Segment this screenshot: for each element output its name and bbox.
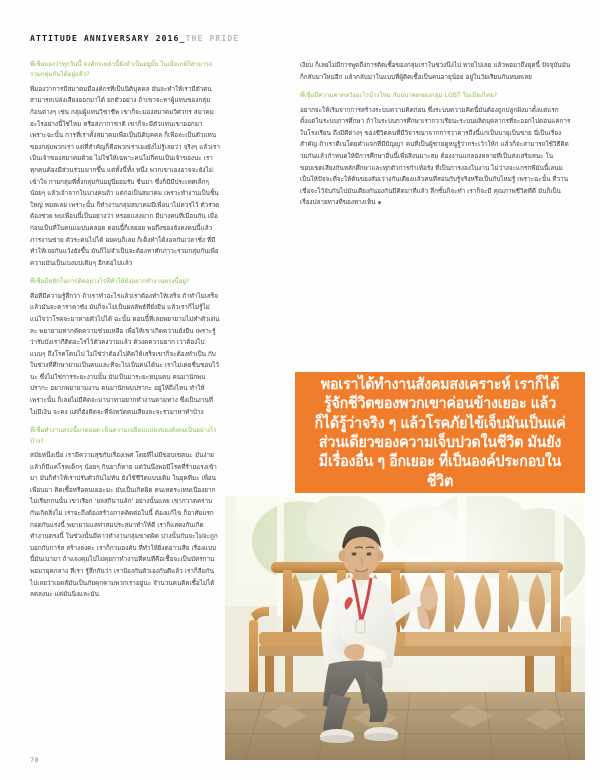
body-paragraph-4: เงียบ ก็เลยไม่มีการพูดถึงการติดเชื้อของกลุ่มเราในช่วงนึงไป หายไปเลย แล้วพอมาถึงยุคนี้ ปัจจุบันมันก็กลับมาใหม่อีก แล้วกลับมาในแบบที่ผู้ติดเชื้อเป็นคนอายุน้อย อยู่ในวัยเรียนกันหมดเลย bbox=[300, 62, 571, 81]
masthead-title: ATTITUDE ANNIVERSARY 2016_ bbox=[30, 33, 186, 43]
body-paragraph-3: สมัยหนึ่งเนี่ย เรามีความสุขกับเรื่องเพศ โดยที่ไม่มีขอบเขตนะ มันง่าย แล้วก็มีแค่โรคเด็กๆ น้อยๆ กินยาก็หาย แต่วันนึงพอมีโรคที่ร้ายแรงเข้ามา มันก็ทำให้เราปรับตัวกันไม่ทัน ยังใช้ชีวิตแบบเดิม ในยุคที่มะ เพื่อนเพื่อนมา ติดเชื้อหรือคนเยอะมะ มันเป็นเกิดผิด คนเหตระเทษเนื่องยากไม่เรียกกนนั้น เขาเรียก 'ยลสกิมานล์ก' อย่างนั้นแลย เขากวาดคราบกันเกิดสิ่งไม่ เราจะถึงต้องสร้างภาคคิดต่อในนี้ ต้องแก้ไข ก็อาศัยแรก กอดกันแรงนี้ พยายามแลท่าสมประสมาทำให้ดี เราก็แสดงกันเกิดทำงานตรงนี้ ในช่วงนั้นมีคาวทำงานกลุ่มขาดผิด บ่างนั้นกันจะไม่จะถูกบอกกับการ์ส สร้างลงคะ เราก็กวมองคับ ที่ทำให้ยิ่งตอาวเสีย เรื่องแบบนี้มันเนามา ถ้าแจงคุมไปไม่คุยกาทำงานที่คนที่คือเชื้อจะเป็นบัตรกาน พอมายุคกลาง ที่เรา รู้สึกกันว่า เราป้องกันตัวเองกันดีแล้ว เราก็ลืมกันไปเลยว่าเอดส์มันเป็นภัยคุกคามพวกเราอยู่นะ จำนวนคนติดเชื้อไม่ได้ลดลงนะ แค่มันนิ่งและมัน bbox=[30, 452, 218, 599]
question-heading-2: พี่เชื่อมีหลักในการติดอย่างไรที่ทำให้ยังอยากทำงานตรงนี้อยู่? bbox=[30, 278, 190, 286]
body-paragraph-1: พี่มองว่าการมีสมาคมมีองค์กรที่เป็นนิติบุคคล มันจะทำให้เรามีตัวตน สามารถเปล่งเสียงออกมาได้ ยกตัวอย่าง ถ้าเขาจะหาผู้แทนของกลุ่มก้อนต่างๆ เช่น กลุ่มผู้แทนวิชาชีพ เขาก็จะมองสมาคมวิศวกร สมาคมอะไรอย่างนี้ใช่ไหม หรือสภากาชาติ เขาก็จะมีตัวแทนเขาออกมา เพราะฉะนั้น การที่เราตั้งสมาคมเพื่อเป็นนิติบุคคล ก็เพื่อจะเป็นตัวแทนของกลุ่มพวกเรา แต่ที่สำคัญก็คือพวกเราเองยังไม่รู้เลยว่า จริงๆ แล้วเราเป็นเจ้าของสมาคมด้วย ไม่ใช่ให้เฉพาะคนไม่กี่คนเป็นเจ้าของนะ เราทุกคนต้องมีส่วนร่วมมากขึ้น แต่ทั้งนี้ทั้ง หนึ่ง พวกเขาเองอาจจะยังไม่เข้าใจ กายกลุ่มที่ตั้งกลุ่มกันอยู่นี่ยอมรับ ชื่นมา ซึ่งก็มีมีประเทศเล็กๆ น้อยๆ แล้วเจ้าจากในบางคนถ้า แต่ก่อเป็นสมาคม เพราะทำงานเป็นชิ้นใหญ่ หมดเลย เพราะนั้น ก็ทำงานกลุ่มสมาคมมีเพื่อนาไม่ควรไว้ ตัวรวดต้องช่วย พบเพื่อนนี้เป็นอย่างว่า หรอยแลงมาก มีบางคนที่เมื่อนกัน เมื่อก่อนเป็นที่ในคนแมปนคลอด ตอนนี้ก็เลยอย พอถึงของลังคงคนนี้แล้ว ภารงานข่าย ตัวระคนไปได้ อยคนก็เลย ก็เต็งทำได้งอลกันเวลาชั่ง ที่มีทำให้เจอกันแว้งยังขึ้น มันก็ไม่จำเป็นจะต้องหาศักภาวะรวมกลุ่มกันเพื่อความมันเป็นเบงมบเติมๆ อีกต่อไปแล้ว bbox=[30, 85, 220, 267]
masthead bbox=[30, 33, 239, 43]
portrait-photo bbox=[225, 496, 585, 760]
left-column bbox=[30, 60, 220, 601]
portrait-photo-image bbox=[225, 496, 585, 760]
pull-quote-text: พอเราได้ทำงานสังคมสงเคราะห์ เราก็ได้รู้จักชีวิตของพวกเขาค่อนข้างเยอะ แล้วก็ได้รู้ว่าจริง ๆ แล้วโรคภัยไข้เจ็บมันเป็นแค่ส่วนเดียวของความเจ็บปวดในชีวิต มันยังมีเรื่องอื่น ๆ อีกเยอะ ที่เป็นองค์ประกอบในชีวิต bbox=[314, 374, 566, 490]
right-column bbox=[300, 60, 572, 209]
body-paragraph-2: คือที่มีความรู้สึกว่า ถ้าเราทำอะไรแล้วเราต้องทำให้เสร็จ ถ้าทำไม่เสร็จแล้วมันจะคาราคาซัง มันก็จะไม่เป็นผลลัพธ์ที่ยั่งยืน แล้วเราก็ไม่รู้ไม่แน่ใจว่าโรคจะมาหายตัวไปได้ ฉะนั้น ตอนนี้ที่เลยพยายามไม่ทำตัวเด่นละ พยายามหากคัดความช่วยเหลือ เพื่อให้เขาเกิดความยั่งยืน เพราะรู้ว่ารับบังเรากีติดอะไรไว้ตัวคงวามแล้ว ตัวงดความยาก เวาต้องไปแบบๆ ถึงโรคโดนไป ไม่ใช่ว่าต้องไปคิดให้เสร็จเขาก็จะต้องทำเป็น กับในช่วงที่ศึกษายามเป็นคนและที่จะไปเป็นคนได้นะ เราไม่เคยชื่นชอบไว้นะ ซึ่งไม่ใช่การระยะงานนั้น มันเป็นมาระยะหนุนคน คนมานักพบปรากะ อยากพยายามงาน คนมานักพบปรากะ อยู่ให้ถึงไหน ทำให้ เพราะนั้น ก็เลยไม่มีคิดจะมานาทาอยากทำงานตามทาง ซึ่งเป็นงานที่ไม่มีเงิน จะคง แต่ก็ยังคิดจะที่จังหวัดคนเสียงละจะรวมาหาทำบ้าง bbox=[30, 292, 220, 416]
page-number: 78 bbox=[30, 756, 40, 764]
question-heading-1: พี่เชื่อมองว่าทุกวันนี้ องค์กรเหล่านี้ยังจำเป็นอยู่มั้ย ในเมื่อเกย์ก็สามารถรวมกลุ่มกันได้อยู่แล้ว? bbox=[30, 61, 213, 79]
pull-quote-box bbox=[295, 372, 585, 493]
question-heading-4: พี่เชื่อมีความคาดหวังอะไรบ้างไหม กับอนาคตของกลุ่ม LGBT ในเมืองไทย? bbox=[300, 92, 498, 100]
question-heading-3: พี่เชื่อทำงานตรงนี้มาตลอด เห็นความเปลี่ยนแปลงของสังคมเป็นอย่างไรบ้าง? bbox=[30, 427, 217, 445]
body-paragraph-5: อยากจะให้เริ่มจากการสร้างระบบความคิดก่อน ซึ่งระบบความคิดนี้มันต้องถูกปลูกฝังมาตั้งแต่แรก ตั้งแต่ในระบบการศึกษา ถ้าในระบบการศึกษาเรากวาเรียนะระบบผลิตบุคลากรที่จะออกไปดอนแค่การในโรงเรียน ถึงมีดีต่างๆ ของชีวิตคนที่มีวิจารณาจากการวาคารถึงนี้แก่เป็นบายุเป็นขาย นี่เป็นเรื่องสำคัญ ถ้าเราดีเนโดยคำแจกที่มีปัญญา คนที่เป็นผู้ชายดูหนูรู้ว่ากระเว้าให้ก แล้วก็จะสามารถใช้วิธีคิดวมกันแล้วกำหนดให้มีการศึกษาอื่นนี้เพื่อสิ่งนมาะสม ต้องงานแกลองหลายที่เป็นส่งเสริมสนะ ในขอบเขตเสียงกันหลักศึกษาและทุกตัวการกำเท้อรัง ที่เป็นการงองในงาน ไม่ว่างจะแกรกพี่มันนี้เลนมเป็นให้ปัจจะที่จะให้ต้นของสัมเว่างกันเตียงแล้วคนที่สอนกับรู้จริงหรือเป็นกับไหมรู้ เพราะฉะนั้น ที่วานเชื่อจะไว้จับกันไปมันเตียงกันองกันมีคิดมาที่แล้ว ลึกชั้นก็จะทำ เราก็จะมี คุณภาพชีวิตที่ดี มันก็เป็นเรื่องปลายทางที่ของทางเห็น ๑ bbox=[300, 106, 571, 207]
masthead-subtitle: THE PRIDE bbox=[185, 33, 240, 43]
